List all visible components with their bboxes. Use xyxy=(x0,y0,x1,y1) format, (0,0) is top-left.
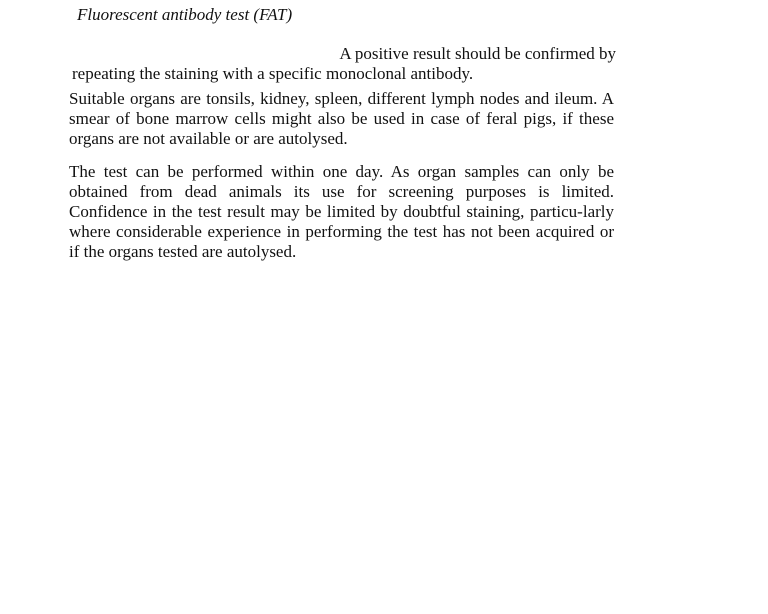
text-fragment xyxy=(72,44,616,84)
paragraph-organs: Suitable organs are tonsils, kidney, spleen, different lymph nodes and ileum. A smear of bone marrow cells might also be used in case of feral pigs, if these organs are not available or are autolysed. xyxy=(69,89,614,148)
fragment-line-2: repeating the staining with a specific monoclonal antibody. xyxy=(72,64,474,83)
paragraph-test-duration: The test can be performed within one day. As organ samples can only be obtained from dead animals its use for screening purposes is limited. Confidence in the test result may be limited by doubtful staining, particu-larly where considerable experience in performing the test has not been acquired or if the organs tested are autolysed. xyxy=(69,162,614,261)
fragment-line-1: A positive result should be confirmed by xyxy=(339,44,616,63)
section-heading: Fluorescent antibody test (FAT) xyxy=(77,5,293,24)
